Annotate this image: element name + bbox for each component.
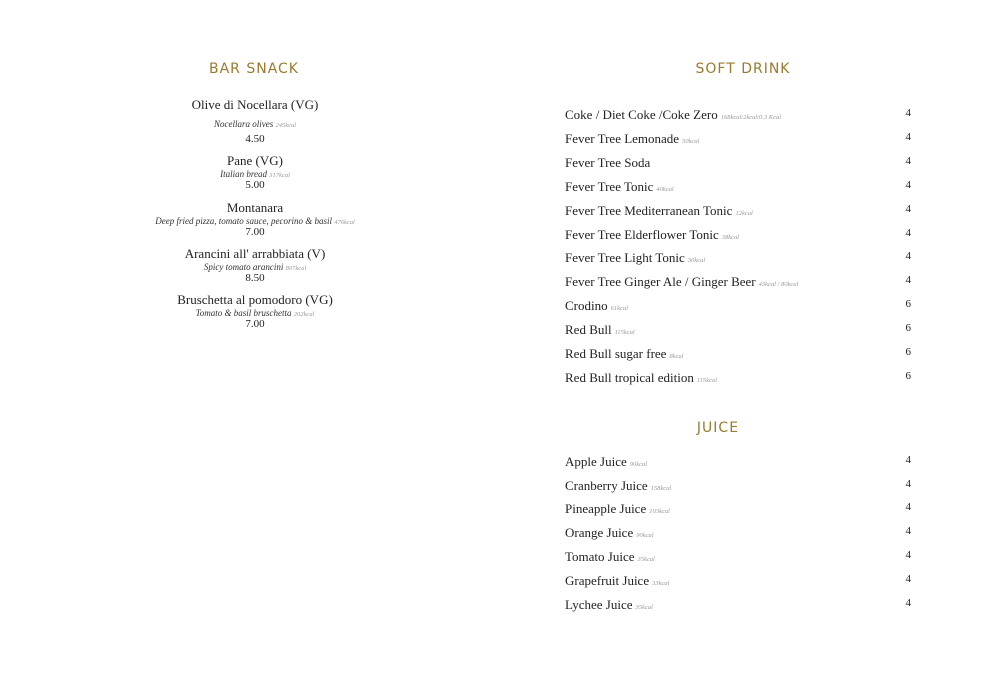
soft-drink-row [565, 274, 911, 292]
drink-name [565, 227, 739, 243]
snack-kcal: 476kcal [334, 219, 355, 226]
soft-drink-row [565, 179, 911, 197]
juice-name-text: Grapefruit Juice [565, 573, 650, 588]
snack-name: Olive di Nocellara (VG) [191, 97, 319, 112]
drink-price: 6 [905, 298, 911, 310]
juice-price: 4 [905, 501, 911, 513]
juice-name-text: Pineapple Juice [565, 501, 647, 516]
snack-price: 7.00 [245, 318, 265, 330]
drink-name-text: Fever Tree Soda [565, 155, 651, 170]
drink-price: 6 [905, 370, 911, 382]
juice-kcal: 103kcal [649, 508, 670, 515]
drink-price: 4 [905, 250, 911, 262]
drink-price: 4 [905, 227, 911, 239]
drink-price: 4 [905, 203, 911, 215]
snack-name: Montanara [226, 200, 284, 215]
juice-row [565, 501, 911, 519]
juice-price: 4 [905, 454, 911, 466]
drink-kcal: 40kcal [656, 186, 674, 193]
snack-price: 5.00 [245, 179, 265, 191]
juice-row [565, 573, 911, 591]
drink-name [565, 298, 628, 314]
snack-price: 8.50 [245, 272, 265, 284]
drink-kcal: 12kcal [735, 210, 753, 217]
soft-drink-row [565, 155, 911, 173]
juice-kcal: 158kcal [650, 485, 672, 492]
soft-drink-row [565, 346, 911, 364]
juice-kcal: 33kcal [652, 580, 670, 587]
juice-price: 4 [905, 549, 911, 561]
juice-heading: JUICE [696, 420, 740, 436]
drink-name-text: Red Bull sugar free [565, 346, 667, 361]
drink-name-text: Fever Tree Light Tonic [565, 250, 685, 265]
drink-kcal: 50kcal [682, 138, 700, 145]
snack-description [100, 119, 410, 129]
juice-row [565, 454, 911, 472]
soft-drink-heading: SOFT DRINK [695, 61, 791, 77]
drink-name [565, 346, 684, 362]
juice-kcal: 90kcal [636, 532, 654, 539]
drink-name [565, 155, 653, 171]
drink-kcal: 115kcal [696, 377, 717, 384]
drink-kcal: 30kcal [687, 257, 706, 264]
juice-name-text: Lychee Juice [565, 597, 633, 612]
drink-name [565, 322, 635, 338]
drink-name-text: Fever Tree Mediterranean Tonic [565, 203, 733, 218]
drink-kcal: 61kcal [610, 305, 628, 312]
drink-name [565, 274, 798, 290]
drink-name-text: Coke / Diet Coke /Coke Zero [565, 107, 718, 122]
snack-description [100, 169, 410, 179]
snack-desc-text: Tomato & basil bruschetta [195, 308, 292, 318]
juice-kcal: 35kcal [635, 604, 653, 611]
snack-description [100, 262, 410, 272]
drink-kcal: 168kcal/2kcal/0.3 Kcal [720, 114, 782, 121]
juice-name-text: Orange Juice [565, 525, 634, 540]
snack-desc-text: Nocellara olives [213, 119, 274, 129]
juice-name [565, 573, 669, 589]
juice-name-text: Cranberry Juice [565, 478, 648, 493]
juice-row [565, 478, 911, 496]
drink-name [565, 250, 705, 266]
soft-drink-row [565, 131, 911, 149]
juice-name [565, 525, 654, 541]
juice-price: 4 [905, 573, 911, 585]
drink-name-text: Red Bull [565, 322, 612, 337]
snack-item [100, 200, 410, 238]
snack-item [100, 97, 410, 145]
snack-name: Pane (VG) [227, 153, 283, 168]
drink-kcal: 38kcal [721, 234, 740, 241]
juice-name-text: Tomato Juice [565, 549, 635, 564]
snack-description [100, 216, 410, 226]
drink-name-text: Fever Tree Tonic [565, 179, 654, 194]
drink-name [565, 370, 717, 386]
soft-drink-row [565, 322, 911, 340]
snack-item [100, 292, 410, 330]
soft-drink-row [565, 250, 911, 268]
drink-name [565, 107, 781, 123]
soft-drink-row [565, 107, 911, 125]
soft-drink-row [565, 227, 911, 245]
juice-kcal: 35kcal [637, 556, 655, 563]
drink-name [565, 179, 674, 195]
juice-row [565, 597, 911, 615]
juice-price: 4 [905, 597, 911, 609]
snack-item [100, 246, 410, 284]
snack-name: Arancini all' arrabbiata (V) [184, 246, 326, 261]
snack-kcal: 807kcal [285, 265, 307, 272]
juice-row [565, 525, 911, 543]
drink-kcal: 115kcal [614, 329, 635, 336]
juice-name-text: Apple Juice [565, 454, 627, 469]
soft-drink-row [565, 370, 911, 388]
drink-price: 6 [905, 322, 911, 334]
drink-price: 4 [905, 131, 911, 143]
drink-price: 6 [905, 346, 911, 358]
drink-name-text: Fever Tree Ginger Ale / Ginger Beer [565, 274, 756, 289]
soft-drink-row [565, 203, 911, 221]
snack-item [100, 153, 410, 191]
juice-name [565, 478, 671, 494]
snack-desc-text: Spicy tomato arancini [203, 262, 284, 272]
juice-kcal: 90kcal [629, 461, 648, 468]
drink-kcal: 43kcal / 80kcal [758, 281, 799, 288]
drink-name [565, 203, 753, 219]
drink-kcal: 8kcal [669, 353, 684, 360]
snack-kcal: 245kcal [275, 122, 297, 129]
soft-drink-row [565, 298, 911, 316]
juice-name [565, 501, 670, 517]
drink-name-text: Fever Tree Elderflower Tonic [565, 227, 719, 242]
snack-name: Bruschetta al pomodoro (VG) [177, 292, 333, 307]
juice-name [565, 549, 655, 565]
snack-price: 4.50 [245, 133, 265, 145]
snack-desc-text: Deep fried pizza, tomato sauce, pecorino & basil [155, 216, 332, 226]
juice-price: 4 [905, 525, 911, 537]
snack-desc-text: Italian bread [220, 169, 268, 179]
drink-price: 4 [905, 274, 911, 286]
juice-name [565, 454, 647, 470]
juice-price: 4 [905, 478, 911, 490]
snack-description [100, 308, 410, 318]
juice-row [565, 549, 911, 567]
drink-name-text: Crodino [565, 298, 608, 313]
snack-kcal: 202kcal [293, 311, 315, 318]
drink-name-text: Fever Tree Lemonade [565, 131, 680, 146]
juice-name [565, 597, 653, 613]
drink-name [565, 131, 699, 147]
drink-price: 4 [905, 179, 911, 191]
drink-price: 4 [905, 155, 911, 167]
snack-kcal: 317kcal [269, 172, 290, 179]
drink-price: 4 [905, 107, 911, 119]
drink-name-text: Red Bull tropical edition [565, 370, 694, 385]
snack-price: 7.00 [245, 226, 265, 238]
bar-snack-heading: BAR SNACK [208, 61, 299, 77]
